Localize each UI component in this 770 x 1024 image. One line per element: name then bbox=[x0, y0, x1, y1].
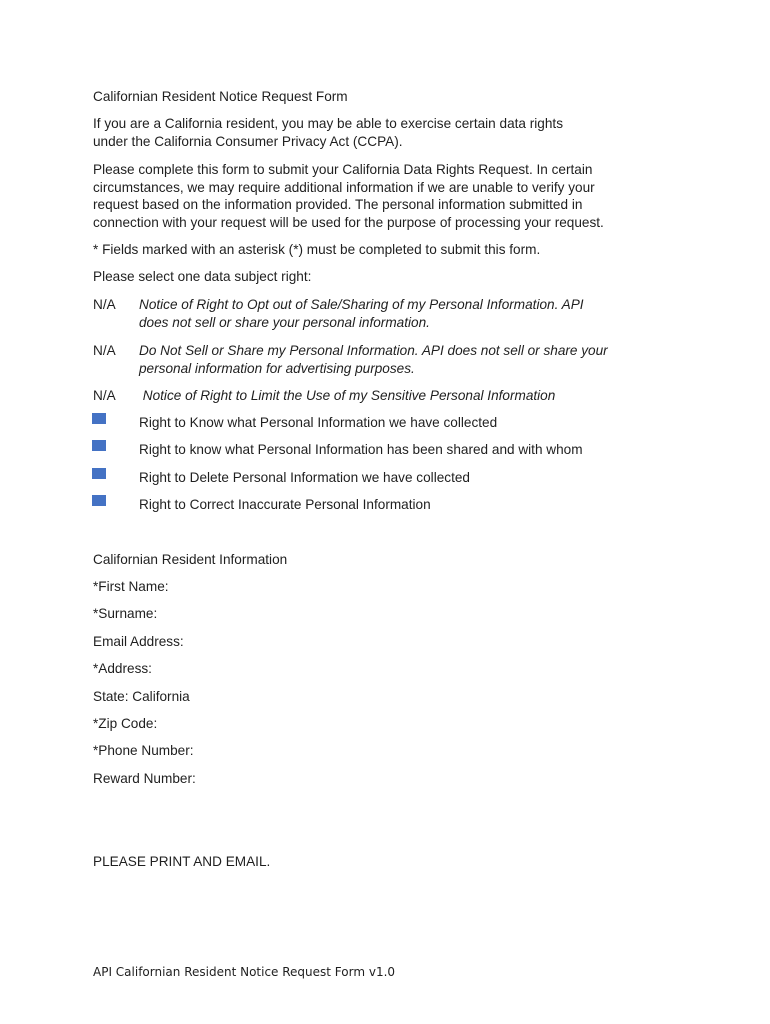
na-marker: N/A bbox=[93, 388, 116, 403]
page-footer: API Californian Resident Notice Request Form v1.0 bbox=[93, 965, 396, 979]
instructions-line: connection with your request will be used for the purpose of processing your request. bbox=[93, 214, 604, 230]
na-marker: N/A bbox=[93, 297, 116, 312]
phone-number-field[interactable]: *Phone Number: bbox=[93, 743, 194, 758]
na-option-line: does not sell or share your personal information. bbox=[139, 314, 430, 330]
select-prompt: Please select one data subject right: bbox=[93, 269, 312, 284]
na-option-line: personal information for advertising purposes. bbox=[139, 360, 415, 376]
right-to-know-shared-checkbox[interactable] bbox=[92, 440, 106, 451]
reward-number-field[interactable]: Reward Number: bbox=[93, 771, 196, 786]
right-to-correct-label: Right to Correct Inaccurate Personal Information bbox=[139, 497, 431, 512]
resident-info-heading: Californian Resident Information bbox=[93, 552, 288, 567]
intro-line: If you are a California resident, you may be able to exercise certain data rights bbox=[93, 116, 563, 131]
na-option-line: Notice of Right to Opt out of Sale/Sharing of my Personal Information. API bbox=[139, 297, 584, 312]
right-to-delete-label: Right to Delete Personal Information we have collected bbox=[139, 470, 470, 485]
first-name-field[interactable]: *First Name: bbox=[93, 579, 169, 594]
right-to-know-label: Right to Know what Personal Information we have collected bbox=[139, 415, 498, 430]
right-to-delete-checkbox[interactable] bbox=[92, 468, 106, 479]
closing-instruction: PLEASE PRINT AND EMAIL. bbox=[93, 854, 271, 869]
na-option-line: Notice of Right to Limit the Use of my Sensitive Personal Information bbox=[139, 388, 556, 403]
instructions-line: Please complete this form to submit your California Data Rights Request. In certain bbox=[93, 162, 593, 177]
na-option-line: Do Not Sell or Share my Personal Information. API does not sell or share your bbox=[139, 343, 608, 358]
right-to-know-checkbox[interactable] bbox=[92, 413, 106, 424]
address-field[interactable]: *Address: bbox=[93, 661, 152, 676]
state-field[interactable]: State: California bbox=[93, 689, 190, 704]
right-to-know-shared-label: Right to know what Personal Information has been shared and with whom bbox=[139, 442, 583, 457]
na-marker: N/A bbox=[93, 343, 116, 358]
na-option-opt-out bbox=[139, 296, 679, 331]
form-title: Californian Resident Notice Request Form bbox=[93, 89, 348, 104]
instructions-line: circumstances, we may require additional information if we are unable to verify your bbox=[93, 179, 595, 195]
na-option-limit-use bbox=[139, 387, 679, 405]
email-field[interactable]: Email Address: bbox=[93, 634, 184, 649]
right-to-correct-checkbox[interactable] bbox=[92, 495, 106, 506]
instructions-paragraph bbox=[93, 161, 693, 231]
na-option-do-not-sell bbox=[139, 342, 679, 377]
asterisk-note: * Fields marked with an asterisk (*) must be completed to submit this form. bbox=[93, 242, 541, 257]
instructions-line: request based on the information provided. The personal information submitted in bbox=[93, 197, 583, 212]
intro-paragraph bbox=[93, 115, 693, 150]
zip-code-field[interactable]: *Zip Code: bbox=[93, 716, 158, 731]
surname-field[interactable]: *Surname: bbox=[93, 606, 158, 621]
intro-line: under the California Consumer Privacy Act (CCPA). bbox=[93, 133, 403, 149]
